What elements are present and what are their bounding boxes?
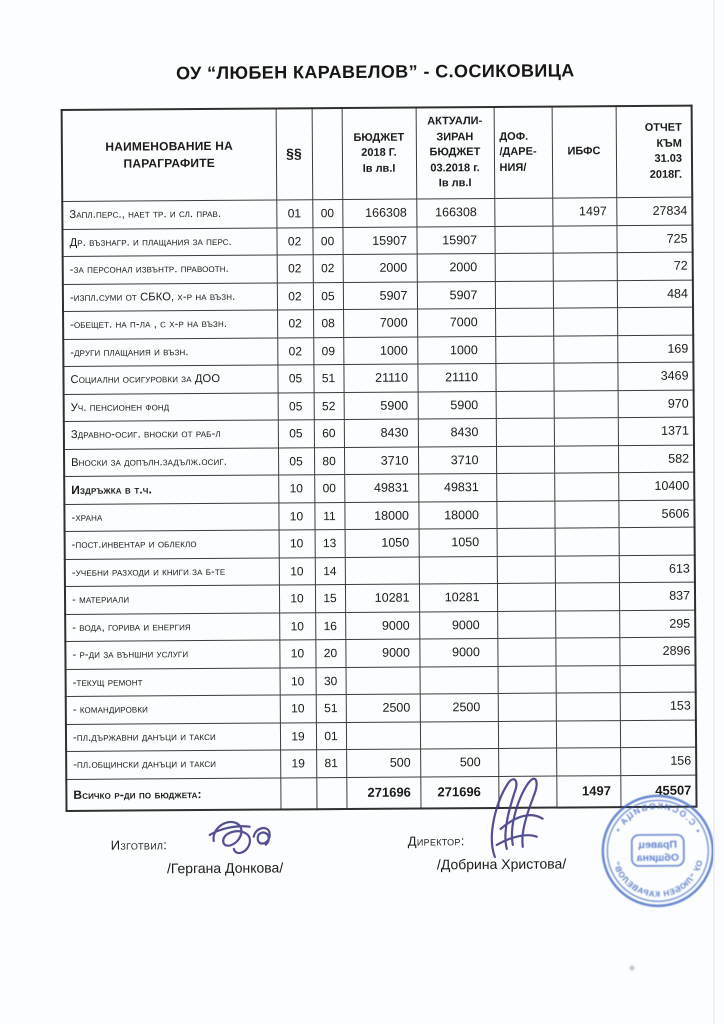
cell-budget-2018: 271696 xyxy=(346,777,420,809)
cell-actualized-budget xyxy=(420,666,498,694)
cell-ibfs xyxy=(554,390,618,418)
cell-ibfs xyxy=(555,583,619,611)
cell-actualized-budget: 9000 xyxy=(419,611,497,639)
cell-paragraph-name: - материали xyxy=(65,585,279,614)
cell-actualized-budget: 3710 xyxy=(418,446,496,474)
cell-subparagraph-code: 20 xyxy=(315,640,345,668)
cell-paragraph-code: 05 xyxy=(278,392,314,420)
cell-budget-2018: 10281 xyxy=(345,584,419,612)
cell-paragraph-name: -учебни разходи и книги за б-те xyxy=(65,557,279,586)
cell-report: 1371 xyxy=(618,417,694,445)
cell-paragraph-code: 02 xyxy=(276,227,312,255)
cell-subparagraph-code: 01 xyxy=(316,722,346,750)
cell-budget-2018: 1050 xyxy=(345,529,419,557)
cell-actualized-budget: 1000 xyxy=(417,336,495,364)
cell-subparagraph-code: 15 xyxy=(315,585,345,613)
cell-dof-donations xyxy=(495,308,553,336)
cell-ibfs xyxy=(553,335,617,363)
cell-subparagraph-code: 51 xyxy=(316,695,346,723)
cell-report: 5606 xyxy=(618,500,694,528)
prepared-by-label: Изготвил: xyxy=(110,837,168,853)
cell-paragraph-name: -изпл.суми от СБКО, х-р на възн. xyxy=(63,283,277,312)
cell-paragraph-name: Здравно-осиг. вноски от раб-л xyxy=(64,420,278,449)
cell-paragraph-code: 05 xyxy=(278,420,314,448)
cell-budget-2018: 49831 xyxy=(344,474,418,502)
cell-subparagraph-code: 11 xyxy=(314,502,344,530)
cell-paragraph-name: Социални осигуровки за ДОО xyxy=(63,365,277,394)
director-label: Директор: xyxy=(407,833,465,849)
table-body xyxy=(62,197,696,810)
cell-paragraph-code: 10 xyxy=(279,640,315,668)
table-row xyxy=(65,637,695,669)
cell-report: 970 xyxy=(618,390,694,418)
cell-budget-2018: 9000 xyxy=(345,639,419,667)
cell-ibfs xyxy=(556,665,620,693)
cell-budget-2018: 5907 xyxy=(343,282,417,310)
cell-report xyxy=(619,527,695,555)
cell-subparagraph-code: 30 xyxy=(316,667,346,695)
header-dof-donations: ДОФ. /ДАРЕ- НИЯ/ xyxy=(494,107,553,199)
cell-paragraph-code: 02 xyxy=(277,255,313,283)
budget-table xyxy=(61,105,698,812)
cell-actualized-budget: 15907 xyxy=(416,226,494,254)
cell-paragraph-name: - р-ди за външни услуги xyxy=(65,640,279,669)
cell-dof-donations xyxy=(497,583,555,611)
table-row xyxy=(66,665,696,697)
cell-subparagraph-code: 00 xyxy=(312,227,342,255)
table-header xyxy=(62,106,693,202)
cell-dof-donations xyxy=(496,446,554,474)
cell-paragraph-name: -храна xyxy=(64,502,278,531)
cell-paragraph-name: -пл.държавни данъци и такси xyxy=(66,722,280,751)
cell-actualized-budget: 500 xyxy=(420,748,498,776)
cell-paragraph-code: 10 xyxy=(279,557,315,585)
table-row xyxy=(65,555,695,587)
cell-paragraph-code: 10 xyxy=(279,585,315,613)
table-row xyxy=(65,610,695,642)
table-row xyxy=(65,527,695,559)
cell-subparagraph-code: 16 xyxy=(315,612,345,640)
header-ibfs: ИБФС xyxy=(552,106,617,198)
cell-subparagraph-code: 60 xyxy=(314,420,344,448)
cell-dof-donations xyxy=(494,226,552,254)
cell-report: 725 xyxy=(616,225,692,253)
cell-ibfs xyxy=(554,473,618,501)
cell-ibfs xyxy=(554,445,618,473)
cell-paragraph-code: 19 xyxy=(280,750,316,778)
cell-paragraph-name: Всичко р-ди по бюджета: xyxy=(66,777,280,810)
cell-dof-donations xyxy=(498,666,556,694)
cell-budget-2018: 166308 xyxy=(342,199,416,227)
cell-report xyxy=(620,720,696,748)
table-row xyxy=(64,390,694,422)
cell-subparagraph-code: 00 xyxy=(314,475,344,503)
cell-report: 45507 xyxy=(620,775,696,807)
document-title: ОУ “ЛЮБЕН КАРАВЕЛОВ” - С.ОСИКОВИЦА xyxy=(176,60,575,84)
cell-paragraph-name: - командировки xyxy=(66,695,280,724)
cell-paragraph-code: 02 xyxy=(277,310,313,338)
cell-actualized-budget: 271696 xyxy=(420,776,498,808)
cell-subparagraph-code: 08 xyxy=(313,310,343,338)
cell-budget-2018: 7000 xyxy=(343,309,417,337)
cell-ibfs xyxy=(556,720,620,748)
cell-ibfs xyxy=(553,308,617,336)
cell-dof-donations xyxy=(496,391,554,419)
table-row xyxy=(63,252,693,284)
cell-actualized-budget: 1050 xyxy=(419,528,497,556)
cell-budget-2018: 5900 xyxy=(344,392,418,420)
cell-budget-2018: 2500 xyxy=(346,694,420,722)
cell-ibfs: 1497 xyxy=(552,198,616,226)
cell-report: 837 xyxy=(619,582,695,610)
cell-dof-donations xyxy=(498,721,556,749)
cell-report: 169 xyxy=(617,335,693,363)
cell-paragraph-code: 05 xyxy=(278,447,314,475)
table-row xyxy=(66,692,696,724)
cell-report: 3469 xyxy=(617,362,693,390)
cell-dof-donations xyxy=(497,556,555,584)
header-budget-2018: БЮДЖЕТ 2018 Г. Iв лв.I xyxy=(342,108,417,200)
cell-report: 156 xyxy=(620,747,696,775)
cell-dof-donations xyxy=(497,638,555,666)
table-row xyxy=(66,747,696,779)
cell-dof-donations xyxy=(498,693,556,721)
cell-report xyxy=(617,307,693,335)
cell-paragraph-name: Уч. пенсионен фонд xyxy=(64,393,278,422)
stamp-ring-top-text: • С.ОСИКОВИЦА • xyxy=(612,800,704,835)
cell-paragraph-code: 10 xyxy=(279,612,315,640)
cell-ibfs xyxy=(555,610,619,638)
cell-paragraph-code: 01 xyxy=(276,200,312,228)
table-row xyxy=(63,307,693,339)
header-name: НАИМЕНОВАНИЕ НА ПАРАГРАФИТЕ xyxy=(62,109,277,202)
cell-paragraph-code: 02 xyxy=(277,282,313,310)
cell-paragraph-code: 10 xyxy=(278,475,314,503)
cell-actualized-budget: 2000 xyxy=(417,253,495,281)
cell-subparagraph-code: 02 xyxy=(313,255,343,283)
cell-subparagraph-code: 80 xyxy=(314,447,344,475)
cell-budget-2018: 2000 xyxy=(343,254,417,282)
cell-dof-donations xyxy=(496,501,554,529)
table-row xyxy=(64,445,694,477)
cell-budget-2018: 3710 xyxy=(344,447,418,475)
cell-report: 153 xyxy=(620,692,696,720)
stamp-center-line1: Правец xyxy=(638,838,678,851)
cell-dof-donations xyxy=(495,363,553,391)
table-row xyxy=(66,720,696,752)
cell-budget-2018: 8430 xyxy=(344,419,418,447)
cell-paragraph-name: Запл.перс., нает тр. и сл. прав. xyxy=(62,200,276,229)
cell-actualized-budget: 5900 xyxy=(418,391,496,419)
cell-subparagraph-code: 14 xyxy=(315,557,345,585)
cell-paragraph-name: -обещет. на п-ла , с х-р на възн. xyxy=(63,310,277,339)
cell-ibfs xyxy=(553,280,617,308)
cell-actualized-budget: 21110 xyxy=(417,363,495,391)
cell-actualized-budget: 9000 xyxy=(419,638,497,666)
table-row xyxy=(64,500,694,532)
cell-budget-2018: 500 xyxy=(346,749,420,777)
cell-budget-2018 xyxy=(346,667,420,695)
table-row xyxy=(63,362,693,394)
cell-dof-donations xyxy=(495,281,553,309)
table-row xyxy=(63,280,693,312)
cell-budget-2018 xyxy=(345,557,419,585)
cell-report: 582 xyxy=(618,445,694,473)
cell-subparagraph-code: 09 xyxy=(313,337,343,365)
cell-dof-donations xyxy=(495,253,553,281)
cell-paragraph-name: -пл.общински данъци и такси xyxy=(66,750,280,779)
cell-actualized-budget: 18000 xyxy=(418,501,496,529)
cell-subparagraph-code: 05 xyxy=(313,282,343,310)
cell-budget-2018: 9000 xyxy=(345,612,419,640)
header-paragraph: §§ xyxy=(276,108,313,200)
stamp-ring-bottom-text: ОУ “ЛЮБЕН КАРАВЕЛОВ” xyxy=(611,859,705,899)
cell-budget-2018: 1000 xyxy=(343,337,417,365)
header-subparagraph xyxy=(312,108,343,200)
director-signature-icon xyxy=(478,773,559,864)
cell-budget-2018: 18000 xyxy=(344,502,418,530)
cell-actualized-budget xyxy=(419,556,497,584)
cell-subparagraph-code: 81 xyxy=(316,750,346,778)
cell-dof-donations xyxy=(497,528,555,556)
scan-speck-artifact xyxy=(630,966,634,970)
cell-paragraph-name: Издръжка в т.ч. xyxy=(64,475,278,504)
cell-dof-donations xyxy=(495,336,553,364)
cell-budget-2018 xyxy=(346,722,420,750)
header-report-31-03: ОТЧЕТ КЪМ 31.03 2018Г. xyxy=(616,106,693,198)
header-actualized-budget: АКТУАЛИ- ЗИРАН БЮДЖЕТ 03.2018 г. Iв лв.I xyxy=(416,107,495,199)
cell-report xyxy=(620,665,696,693)
table-row xyxy=(64,472,694,504)
cell-report: 484 xyxy=(617,280,693,308)
table-row xyxy=(65,582,695,614)
cell-actualized-budget: 2500 xyxy=(420,693,498,721)
cell-ibfs xyxy=(555,555,619,583)
table-row xyxy=(63,335,693,367)
cell-paragraph-name: -за персонал извънтр. правоотн. xyxy=(63,255,277,284)
cell-actualized-budget: 49831 xyxy=(418,473,496,501)
cell-budget-2018: 15907 xyxy=(342,227,416,255)
cell-report: 27834 xyxy=(616,197,692,225)
cell-actualized-budget: 5907 xyxy=(417,281,495,309)
cell-actualized-budget xyxy=(420,721,498,749)
cell-ibfs xyxy=(556,748,620,776)
cell-ibfs xyxy=(555,638,619,666)
cell-paragraph-code: 10 xyxy=(279,530,315,558)
cell-ibfs xyxy=(553,253,617,281)
cell-paragraph-name: Др. възнагр. и плащания за перс. xyxy=(62,228,276,257)
cell-paragraph-code: 10 xyxy=(280,667,316,695)
director-name: /Добрина Христова/ xyxy=(436,855,567,873)
cell-report: 2896 xyxy=(619,637,695,665)
cell-actualized-budget: 7000 xyxy=(417,308,495,336)
cell-report: 10400 xyxy=(618,472,694,500)
cell-actualized-budget: 10281 xyxy=(419,583,497,611)
cell-subparagraph-code: 51 xyxy=(313,365,343,393)
cell-paragraph-code: 19 xyxy=(280,722,316,750)
cell-ibfs xyxy=(554,418,618,446)
stamp-center-line2: Община xyxy=(636,851,679,865)
cell-paragraph-name: -пост.инвентар и облекло xyxy=(65,530,279,559)
cell-subparagraph-code: 13 xyxy=(315,530,345,558)
table-row xyxy=(62,225,692,257)
scan-edge-artifact xyxy=(713,0,715,1024)
cell-paragraph-code: 02 xyxy=(277,337,313,365)
cell-dof-donations xyxy=(497,611,555,639)
cell-actualized-budget: 8430 xyxy=(418,418,496,446)
cell-budget-2018: 21110 xyxy=(343,364,417,392)
cell-report: 295 xyxy=(619,610,695,638)
round-stamp-icon xyxy=(598,791,717,910)
cell-subparagraph-code xyxy=(316,777,346,809)
cell-subparagraph-code: 00 xyxy=(312,200,342,228)
cell-dof-donations xyxy=(494,198,552,226)
cell-ibfs xyxy=(556,693,620,721)
cell-ibfs: 1497 xyxy=(556,775,620,807)
cell-report: 613 xyxy=(619,555,695,583)
prepared-by-name: /Гергана Донкова/ xyxy=(166,859,284,877)
cell-paragraph-code: 10 xyxy=(280,695,316,723)
table-row xyxy=(62,197,692,229)
cell-ibfs xyxy=(552,225,616,253)
cell-paragraph-code: 10 xyxy=(278,502,314,530)
table-row xyxy=(64,417,694,449)
cell-paragraph-name: Вноски за допълн.задълж.осиг. xyxy=(64,447,278,476)
cell-dof-donations xyxy=(496,418,554,446)
cell-report: 72 xyxy=(617,252,693,280)
cell-paragraph-code: 05 xyxy=(277,365,313,393)
cell-paragraph-code xyxy=(280,777,316,809)
cell-paragraph-name: -текущ ремонт xyxy=(66,667,280,696)
cell-ibfs xyxy=(554,500,618,528)
cell-actualized-budget: 166308 xyxy=(416,198,494,226)
cell-dof-donations xyxy=(496,473,554,501)
cell-paragraph-name: - вода, горива и енергия xyxy=(65,612,279,641)
cell-subparagraph-code: 52 xyxy=(314,392,344,420)
cell-ibfs xyxy=(553,363,617,391)
cell-paragraph-name: -други плащания и възн. xyxy=(63,338,277,367)
cell-ibfs xyxy=(555,528,619,556)
prepared-by-signature-icon xyxy=(206,810,286,871)
